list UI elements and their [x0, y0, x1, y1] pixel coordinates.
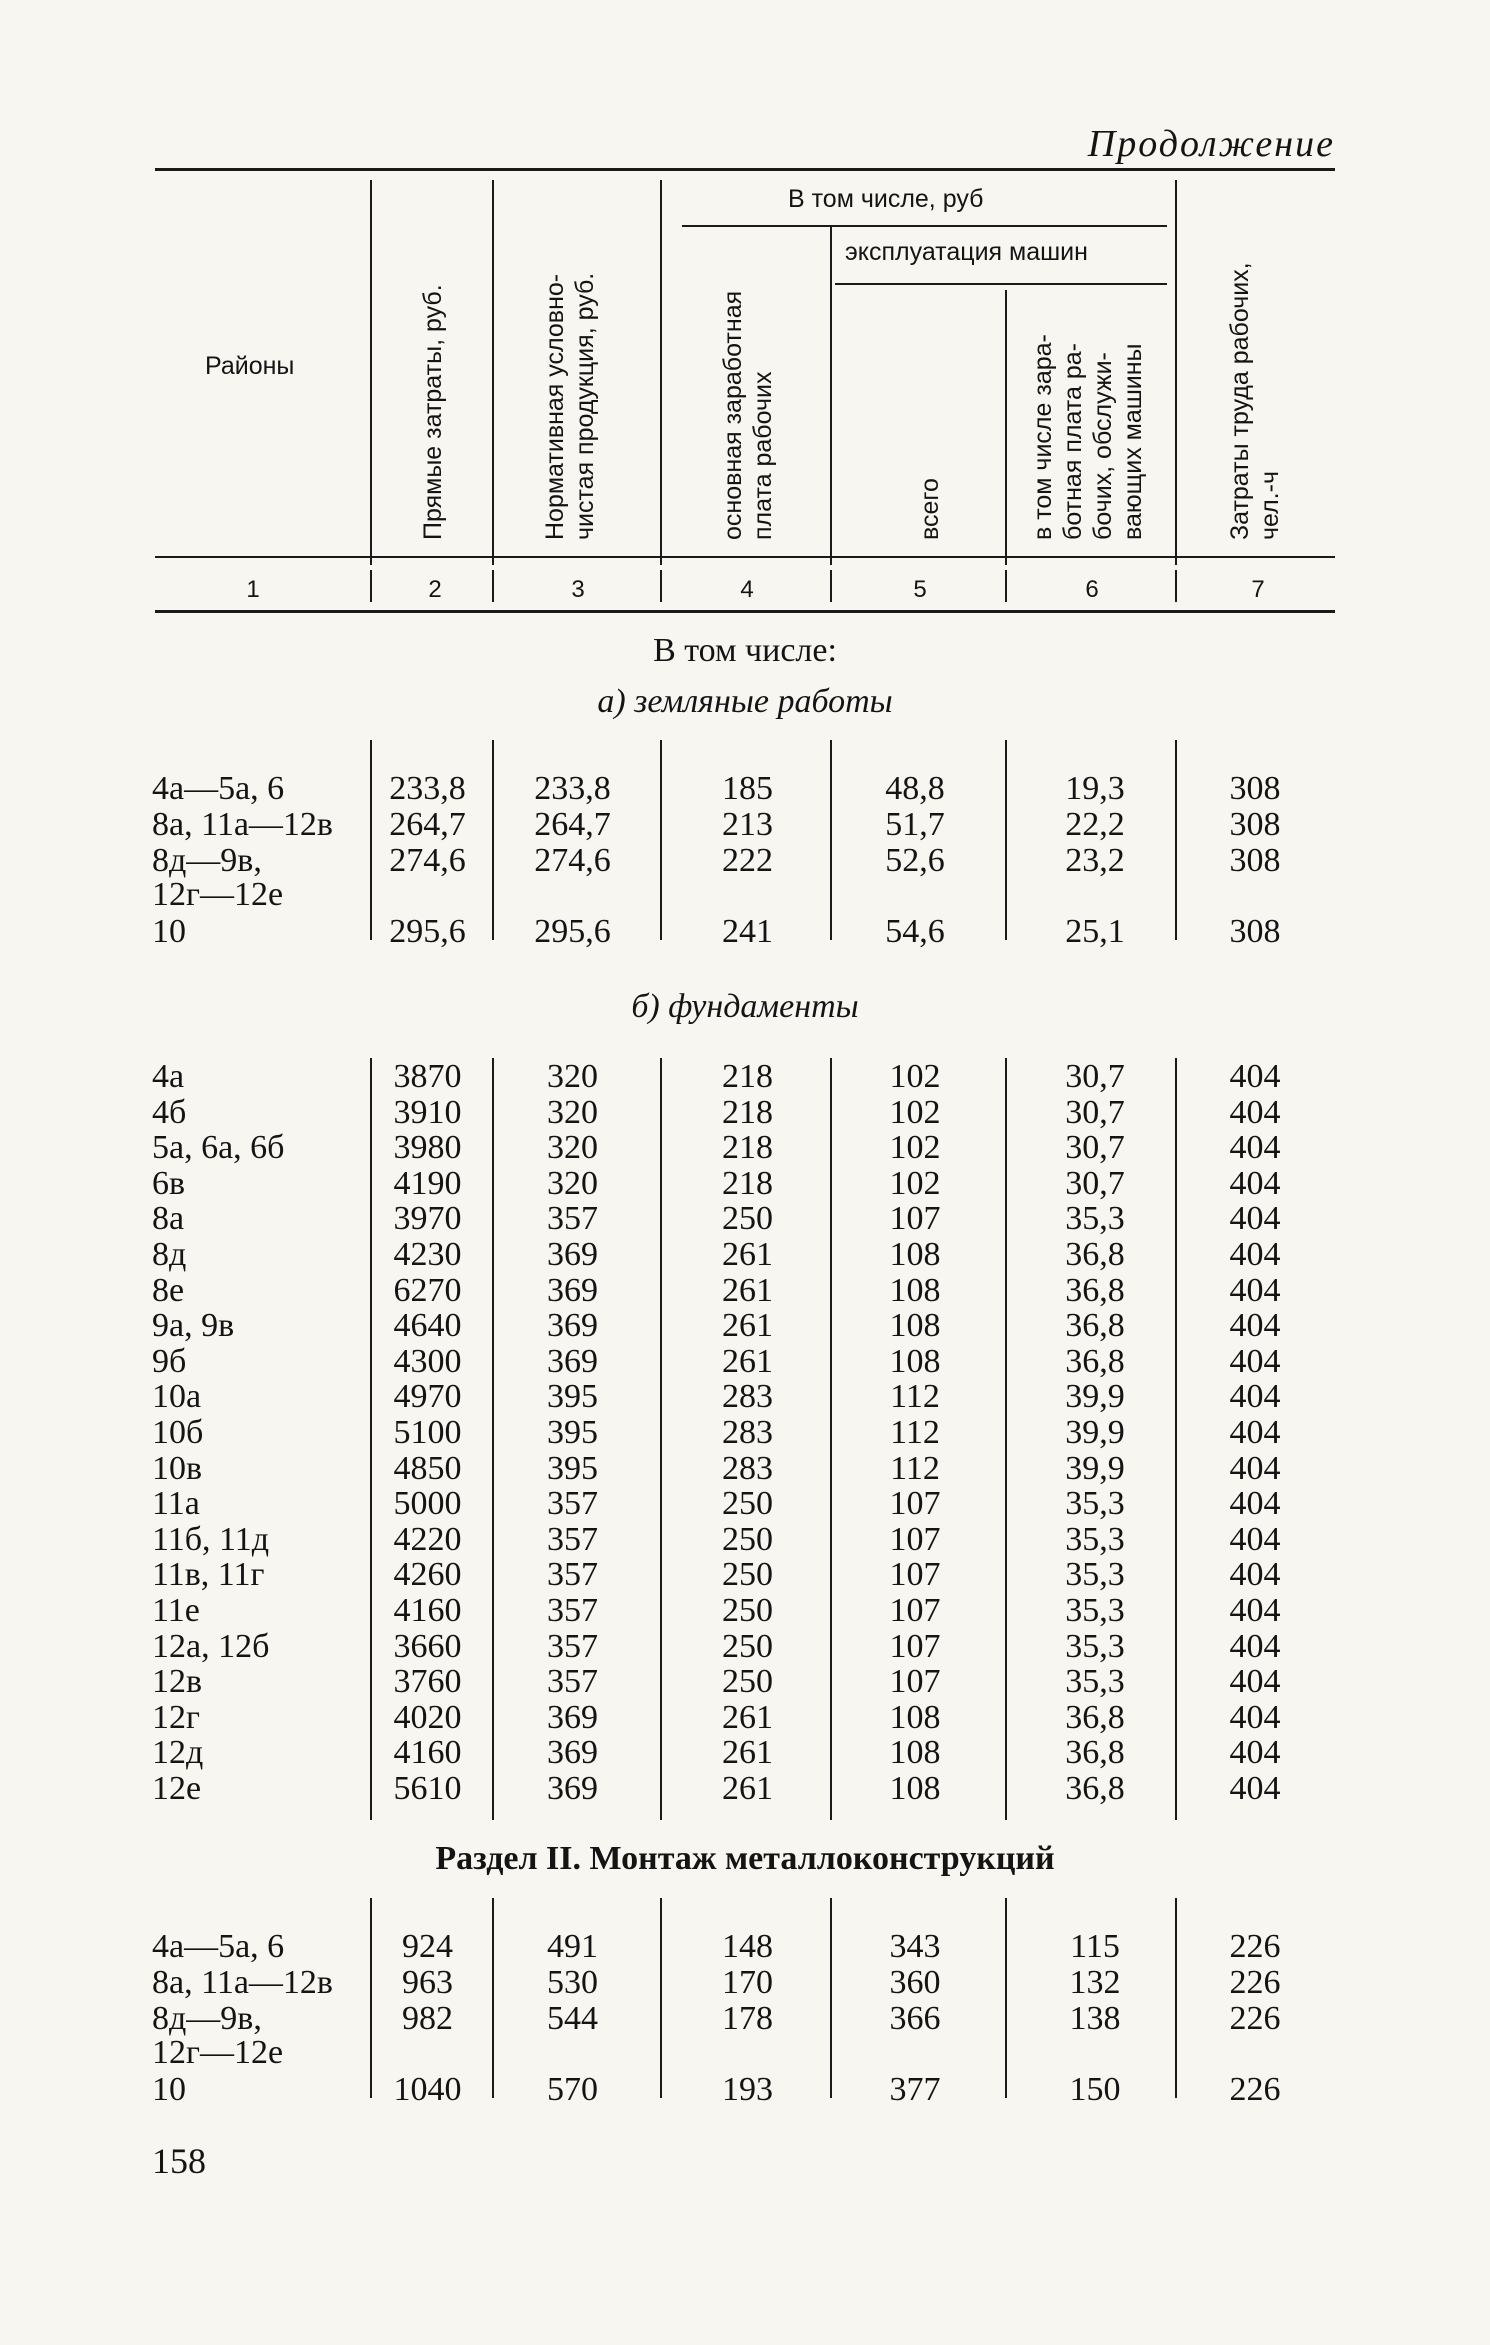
col-number: 3: [571, 576, 585, 603]
value-cell: 404: [1229, 1556, 1281, 1594]
region-cell: 12г—12е: [152, 2034, 284, 2071]
value-cell: 4260: [393, 1556, 462, 1594]
table-row: [0, 842, 1490, 878]
value-cell: 36,8: [1065, 1698, 1125, 1736]
value-cell: 25,1: [1065, 913, 1125, 950]
value-cell: 404: [1229, 1164, 1281, 1202]
table-row: [0, 806, 1490, 842]
value-cell: 233,8: [534, 770, 611, 807]
value-cell: 1040: [393, 2071, 462, 2108]
value-cell: 395: [547, 1414, 598, 1451]
value-cell: 264,7: [534, 806, 611, 843]
value-cell: 107: [889, 1556, 941, 1594]
value-cell: 404: [1229, 1734, 1281, 1772]
section-a-title: а) земляные работы: [597, 683, 893, 720]
value-cell: 30,7: [1065, 1164, 1125, 1202]
header-number-rule: [155, 610, 1335, 613]
value-cell: 132: [1069, 1964, 1121, 2001]
table-row: [0, 1770, 1490, 1806]
number-divider: [370, 570, 372, 602]
value-cell: 357: [547, 1520, 598, 1558]
table-row: [0, 1272, 1490, 1308]
table-row: [0, 1734, 1490, 1770]
table-row: [0, 913, 1490, 949]
value-cell: 404: [1229, 1627, 1281, 1665]
table-row: [0, 1378, 1490, 1414]
value-cell: 3760: [393, 1663, 462, 1701]
header-group-including: В том числе, руб: [788, 185, 984, 213]
table-row: [0, 1343, 1490, 1379]
value-cell: 360: [889, 1964, 941, 2001]
table-row: [0, 1928, 1490, 1964]
value-cell: 404: [1229, 1129, 1281, 1167]
value-cell: 170: [722, 1964, 773, 2001]
value-cell: 112: [890, 1378, 940, 1416]
table-row: [0, 1200, 1490, 1236]
value-cell: 320: [547, 1093, 598, 1131]
value-cell: 308: [1229, 842, 1281, 879]
value-cell: 3910: [393, 1093, 462, 1131]
value-cell: 193: [722, 2071, 773, 2108]
value-cell: 39,9: [1065, 1449, 1125, 1487]
value-cell: 3970: [393, 1200, 462, 1238]
value-cell: 530: [547, 1964, 598, 2001]
table-row: [0, 770, 1490, 806]
table-row: [0, 1414, 1490, 1450]
col-number: 7: [1251, 576, 1265, 603]
value-cell: 283: [722, 1378, 773, 1416]
table-row: [0, 2071, 1490, 2107]
value-cell: 404: [1229, 1592, 1281, 1629]
value-cell: 295,6: [389, 913, 466, 950]
machine-group-rule: [835, 283, 1167, 285]
region-cell: 8а: [152, 1200, 185, 1238]
value-cell: 107: [889, 1627, 941, 1665]
value-cell: 148: [722, 1928, 773, 1965]
region-cell: 10а: [152, 1378, 202, 1416]
value-cell: 250: [722, 1200, 773, 1238]
table-row: [0, 1556, 1490, 1592]
value-cell: 30,7: [1065, 1129, 1125, 1167]
table-row: [0, 876, 1490, 912]
value-cell: 102: [889, 1093, 941, 1131]
value-cell: 369: [547, 1342, 598, 1380]
value-cell: 36,8: [1065, 1342, 1125, 1380]
value-cell: 108: [889, 1734, 941, 1772]
value-cell: 404: [1229, 1663, 1281, 1701]
region-cell: 8д—9в,: [152, 842, 262, 879]
value-cell: 261: [722, 1342, 773, 1380]
col-number: 1: [246, 576, 260, 603]
col-number: 2: [428, 576, 442, 603]
number-divider: [1005, 570, 1007, 602]
value-cell: 30,7: [1065, 1093, 1125, 1131]
table-row: [0, 1521, 1490, 1557]
value-cell: 404: [1229, 1200, 1281, 1238]
value-cell: 3870: [393, 1058, 462, 1095]
value-cell: 261: [722, 1236, 773, 1273]
value-cell: 36,8: [1065, 1271, 1125, 1309]
table-row: [0, 1628, 1490, 1664]
region-cell: 11е: [152, 1592, 200, 1629]
value-cell: 264,7: [389, 806, 466, 843]
value-cell: 295,6: [534, 913, 611, 950]
number-divider: [1175, 570, 1177, 602]
value-cell: 404: [1229, 1307, 1281, 1345]
value-cell: 4190: [393, 1164, 462, 1202]
value-cell: 36,8: [1065, 1236, 1125, 1273]
value-cell: 544: [547, 2000, 598, 2037]
value-cell: 3980: [393, 1129, 462, 1167]
table-row: [0, 1058, 1490, 1094]
header-col-labor-costs: Затраты труда рабочих, чел.-ч: [1226, 262, 1284, 540]
value-cell: 369: [547, 1770, 598, 1807]
table-row: [0, 1485, 1490, 1521]
value-cell: 107: [889, 1592, 941, 1629]
section-2-title: Раздел II. Монтаж металлоконструкций: [435, 1840, 1055, 1877]
value-cell: 404: [1229, 1414, 1281, 1451]
value-cell: 218: [722, 1164, 773, 1202]
region-cell: 10: [152, 913, 186, 950]
value-cell: 250: [722, 1485, 773, 1523]
value-cell: 404: [1229, 1093, 1281, 1131]
value-cell: 357: [547, 1200, 598, 1238]
value-cell: 343: [889, 1928, 941, 1965]
value-cell: 115: [1070, 1928, 1120, 1965]
header-col-direct-costs: Прямые затраты, руб.: [419, 284, 447, 540]
header-divider: [370, 180, 372, 565]
value-cell: 404: [1229, 1520, 1281, 1558]
value-cell: 222: [722, 842, 773, 879]
value-cell: 250: [722, 1663, 773, 1701]
value-cell: 218: [722, 1058, 773, 1095]
value-cell: 108: [889, 1307, 941, 1345]
value-cell: 241: [722, 913, 773, 950]
header-divider: [1005, 290, 1007, 565]
region-cell: 9а, 9в: [152, 1307, 235, 1345]
value-cell: 35,3: [1065, 1520, 1125, 1558]
value-cell: 357: [547, 1663, 598, 1701]
value-cell: 112: [890, 1414, 940, 1451]
region-cell: 9б: [152, 1342, 187, 1380]
value-cell: 108: [889, 1271, 941, 1309]
group-header-rule: [682, 225, 1167, 227]
table-row: [0, 1094, 1490, 1130]
header-col-normative-product: Нормативная условно- чистая продукция, руб.: [541, 272, 599, 540]
value-cell: 250: [722, 1627, 773, 1665]
value-cell: 226: [1229, 1928, 1281, 1965]
region-cell: 10: [152, 2071, 186, 2108]
region-cell: 10б: [152, 1414, 204, 1451]
value-cell: 36,8: [1065, 1770, 1125, 1807]
value-cell: 395: [547, 1449, 598, 1487]
table-top-rule: [155, 168, 1335, 171]
value-cell: 107: [889, 1663, 941, 1701]
table-row: [0, 2000, 1490, 2036]
value-cell: 369: [547, 1307, 598, 1345]
value-cell: 357: [547, 1627, 598, 1665]
header-divider: [660, 180, 662, 565]
value-cell: 6270: [393, 1271, 462, 1309]
value-cell: 261: [722, 1734, 773, 1772]
value-cell: 54,6: [885, 913, 945, 950]
value-cell: 261: [722, 1770, 773, 1807]
region-cell: 12в: [152, 1663, 203, 1701]
value-cell: 261: [722, 1271, 773, 1309]
value-cell: 108: [889, 1342, 941, 1380]
value-cell: 102: [889, 1058, 941, 1095]
value-cell: 226: [1229, 2071, 1281, 2108]
value-cell: 377: [889, 2071, 941, 2108]
table-row: [0, 2034, 1490, 2070]
table-row: [0, 1592, 1490, 1628]
table-row: [0, 1699, 1490, 1735]
value-cell: 35,3: [1065, 1485, 1125, 1523]
value-cell: 369: [547, 1236, 598, 1273]
region-cell: 11в, 11г: [152, 1556, 265, 1594]
region-cell: 12г: [152, 1698, 200, 1736]
value-cell: 308: [1229, 913, 1281, 950]
value-cell: 274,6: [534, 842, 611, 879]
table-row: [0, 1663, 1490, 1699]
value-cell: 404: [1229, 1271, 1281, 1309]
header-divider: [1175, 180, 1177, 565]
region-cell: 4а—5а, 6: [152, 770, 285, 807]
value-cell: 213: [722, 806, 773, 843]
value-cell: 369: [547, 1698, 598, 1736]
value-cell: 233,8: [389, 770, 466, 807]
value-cell: 36,8: [1065, 1734, 1125, 1772]
header-col-machine-wage: в том числе зара- ботная плата ра- бочих, обслужи- вающих машины: [1029, 334, 1147, 540]
value-cell: 404: [1229, 1058, 1281, 1095]
value-cell: 39,9: [1065, 1414, 1125, 1451]
value-cell: 108: [889, 1770, 941, 1807]
value-cell: 404: [1229, 1770, 1281, 1807]
value-cell: 102: [889, 1164, 941, 1202]
value-cell: 491: [547, 1928, 598, 1965]
value-cell: 226: [1229, 2000, 1281, 2037]
value-cell: 320: [547, 1129, 598, 1167]
region-cell: 4б: [152, 1093, 187, 1131]
value-cell: 22,2: [1065, 806, 1125, 843]
value-cell: 357: [547, 1592, 598, 1629]
value-cell: 5610: [393, 1770, 462, 1807]
value-cell: 308: [1229, 770, 1281, 807]
value-cell: 404: [1229, 1342, 1281, 1380]
value-cell: 102: [889, 1129, 941, 1167]
region-cell: 8д: [152, 1236, 187, 1273]
value-cell: 35,3: [1065, 1200, 1125, 1238]
value-cell: 924: [402, 1928, 453, 1965]
value-cell: 4970: [393, 1378, 462, 1416]
value-cell: 369: [547, 1734, 598, 1772]
number-divider: [660, 570, 662, 602]
value-cell: 357: [547, 1556, 598, 1594]
value-cell: 369: [547, 1271, 598, 1309]
region-cell: 10в: [152, 1449, 203, 1487]
value-cell: 35,3: [1065, 1592, 1125, 1629]
value-cell: 570: [547, 2071, 598, 2108]
table-row: [0, 1307, 1490, 1343]
value-cell: 108: [889, 1698, 941, 1736]
value-cell: 357: [547, 1485, 598, 1523]
subtitle-including: В том числе:: [653, 632, 837, 669]
region-cell: 6в: [152, 1164, 186, 1202]
value-cell: 107: [889, 1200, 941, 1238]
header-divider: [830, 225, 832, 565]
value-cell: 404: [1229, 1236, 1281, 1273]
number-divider: [492, 570, 494, 602]
value-cell: 320: [547, 1058, 598, 1095]
value-cell: 404: [1229, 1698, 1281, 1736]
value-cell: 218: [722, 1129, 773, 1167]
value-cell: 250: [722, 1556, 773, 1594]
value-cell: 404: [1229, 1485, 1281, 1523]
value-cell: 19,3: [1065, 770, 1125, 807]
value-cell: 4640: [393, 1307, 462, 1345]
region-cell: 12а, 12б: [152, 1627, 270, 1665]
value-cell: 261: [722, 1307, 773, 1345]
value-cell: 150: [1069, 2071, 1121, 2108]
region-cell: 5а, 6а, 6б: [152, 1129, 285, 1167]
value-cell: 112: [890, 1449, 940, 1487]
table-row: [0, 1450, 1490, 1486]
value-cell: 30,7: [1065, 1058, 1125, 1095]
value-cell: 4220: [393, 1520, 462, 1558]
region-cell: 8а, 11а—12в: [152, 1964, 333, 2001]
value-cell: 226: [1229, 1964, 1281, 2001]
value-cell: 395: [547, 1378, 598, 1416]
value-cell: 5100: [393, 1414, 462, 1451]
header-col-regions: Районы: [205, 352, 295, 380]
region-cell: 8е: [152, 1271, 185, 1309]
value-cell: 107: [889, 1520, 941, 1558]
region-cell: 12е: [152, 1770, 202, 1807]
value-cell: 35,3: [1065, 1627, 1125, 1665]
col-number: 5: [913, 576, 927, 603]
header-bottom-rule: [155, 556, 1335, 558]
value-cell: 250: [722, 1520, 773, 1558]
value-cell: 283: [722, 1449, 773, 1487]
table-row: [0, 1236, 1490, 1272]
table-row: [0, 1129, 1490, 1165]
value-cell: 4230: [393, 1236, 462, 1273]
page-number: 158: [152, 2141, 206, 2181]
value-cell: 404: [1229, 1378, 1281, 1416]
value-cell: 35,3: [1065, 1663, 1125, 1701]
value-cell: 366: [889, 2000, 941, 2037]
region-cell: 12г—12е: [152, 876, 284, 913]
header-col-total: всего: [916, 478, 944, 540]
col-number: 6: [1085, 576, 1099, 603]
region-cell: 4а—5а, 6: [152, 1928, 285, 1965]
value-cell: 250: [722, 1592, 773, 1629]
continued-label: Продолжение: [1087, 123, 1335, 165]
value-cell: 4160: [393, 1734, 462, 1772]
number-divider: [830, 570, 832, 602]
value-cell: 23,2: [1065, 842, 1125, 879]
value-cell: 3660: [393, 1627, 462, 1665]
region-cell: 12д: [152, 1734, 204, 1772]
value-cell: 218: [722, 1093, 773, 1131]
region-cell: 11б, 11д: [152, 1520, 270, 1558]
table-row: [0, 1165, 1490, 1201]
value-cell: 4300: [393, 1342, 462, 1380]
value-cell: 107: [889, 1485, 941, 1523]
value-cell: 404: [1229, 1449, 1281, 1487]
value-cell: 39,9: [1065, 1378, 1125, 1416]
region-cell: 4а: [152, 1058, 185, 1095]
value-cell: 4020: [393, 1698, 462, 1736]
value-cell: 261: [722, 1698, 773, 1736]
value-cell: 4160: [393, 1592, 462, 1629]
value-cell: 178: [722, 2000, 773, 2037]
value-cell: 51,7: [885, 806, 945, 843]
value-cell: 138: [1069, 2000, 1121, 2037]
value-cell: 320: [547, 1164, 598, 1202]
value-cell: 35,3: [1065, 1556, 1125, 1594]
value-cell: 274,6: [389, 842, 466, 879]
value-cell: 982: [402, 2000, 453, 2037]
table-row: [0, 1964, 1490, 2000]
value-cell: 108: [889, 1236, 941, 1273]
region-cell: 11а: [152, 1485, 200, 1523]
header-group-machine-operation: эксплуатация машин: [845, 238, 1088, 266]
value-cell: 185: [722, 770, 773, 807]
value-cell: 36,8: [1065, 1307, 1125, 1345]
region-cell: 8а, 11а—12в: [152, 806, 333, 843]
region-cell: 8д—9в,: [152, 2000, 262, 2037]
value-cell: 283: [722, 1414, 773, 1451]
header-col-base-wage: основная заработная плата рабочих: [719, 290, 777, 540]
value-cell: 5000: [393, 1485, 462, 1523]
value-cell: 48,8: [885, 770, 945, 807]
header-divider: [492, 180, 494, 565]
value-cell: 963: [402, 1964, 453, 2001]
value-cell: 4850: [393, 1449, 462, 1487]
section-b-title: б) фундаменты: [631, 988, 859, 1025]
col-number: 4: [740, 576, 754, 603]
value-cell: 52,6: [885, 842, 945, 879]
value-cell: 308: [1229, 806, 1281, 843]
